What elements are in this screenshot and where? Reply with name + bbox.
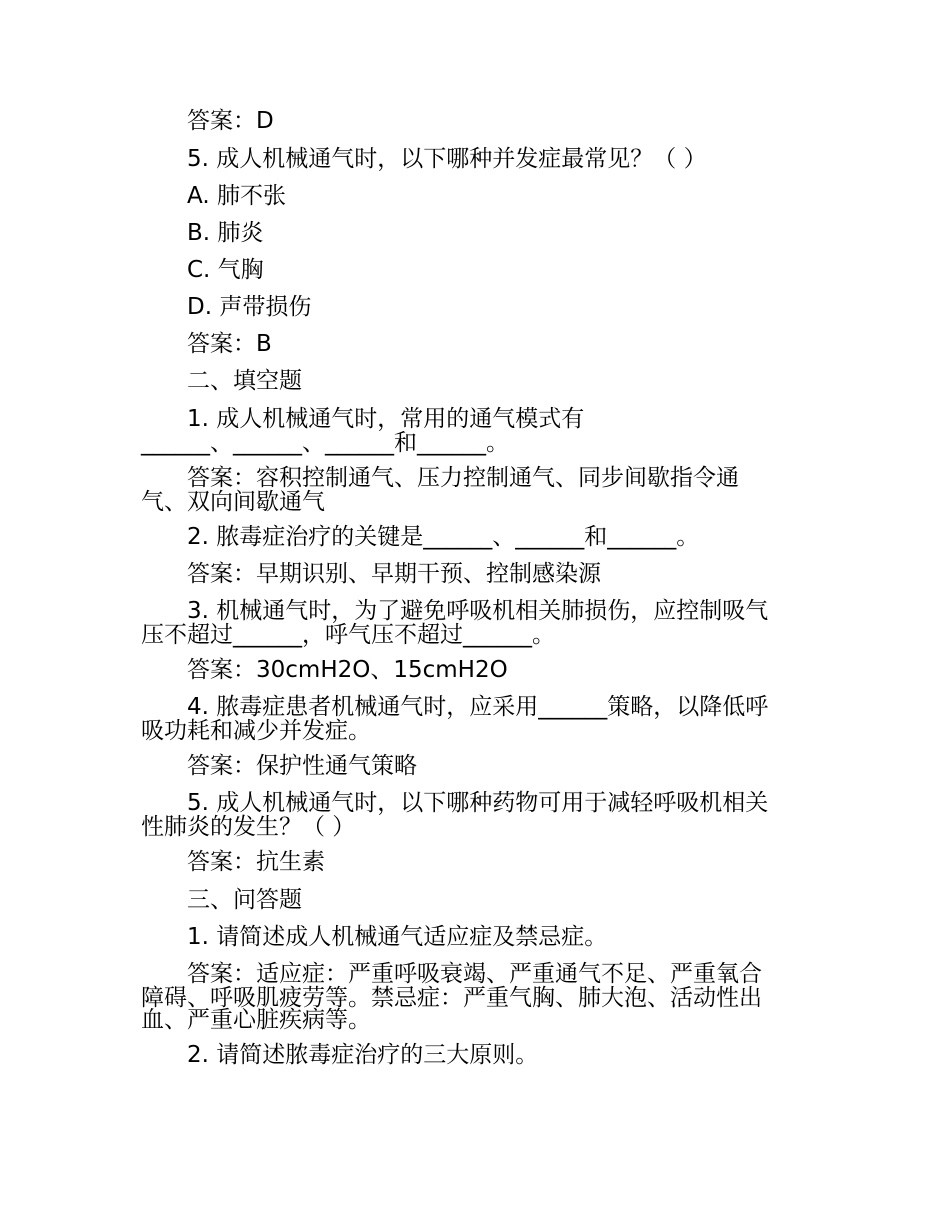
question-line: 4. 脓毒症患者机械通气时，应采用______策略，以降低呼	[187, 694, 769, 720]
answer-line: 答案：B	[187, 331, 272, 357]
answer-line: 答案：容积控制通气、压力控制通气、同步间歇指令通	[187, 465, 739, 491]
question-line: 5. 成人机械通气时，以下哪种并发症最常见？（ ）	[187, 146, 707, 172]
answer-line: 答案：抗生素	[187, 849, 325, 875]
option-line: C. 气胸	[187, 257, 264, 283]
section-heading: 三、问答题	[187, 887, 302, 913]
answer-line: 答案：适应症：严重呼吸衰竭、严重通气不足、严重氧合	[187, 961, 762, 987]
answer-line: 气、双向间歇通气	[141, 489, 325, 515]
option-line: A. 肺不张	[187, 183, 286, 209]
answer-line: 血、严重心脏疾病等。	[141, 1007, 371, 1033]
question-line: 3. 机械通气时，为了避免呼吸机相关肺损伤，应控制吸气	[187, 598, 769, 624]
answer-line: 答案：D	[187, 108, 274, 134]
question-line: 吸功耗和减少并发症。	[141, 718, 371, 744]
question-line: 性肺炎的发生？（ ）	[141, 814, 356, 840]
question-line: 1. 请简述成人机械通气适应症及禁忌症。	[187, 924, 608, 950]
option-line: D. 声带损伤	[187, 294, 312, 320]
question-line: ______、______、______和______。	[141, 430, 509, 456]
answer-line: 障碍、呼吸肌疲劳等。禁忌症：严重气胸、肺大泡、活动性出	[141, 985, 762, 1011]
question-line: 2. 脓毒症治疗的关键是______、______和______。	[187, 524, 700, 550]
question-line: 压不超过______，呼气压不超过______。	[141, 622, 555, 648]
answer-line: 答案：早期识别、早期干预、控制感染源	[187, 561, 601, 587]
option-line: B. 肺炎	[187, 220, 264, 246]
question-line: 5. 成人机械通气时，以下哪种药物可用于减轻呼吸机相关	[187, 790, 769, 816]
question-line: 2. 请简述脓毒症治疗的三大原则。	[187, 1042, 539, 1068]
section-heading: 二、填空题	[187, 368, 302, 394]
answer-line: 答案：保护性通气策略	[187, 753, 417, 779]
question-line: 1. 成人机械通气时，常用的通气模式有	[187, 406, 585, 432]
answer-line: 答案：30cmH2O、15cmH2O	[187, 657, 508, 683]
